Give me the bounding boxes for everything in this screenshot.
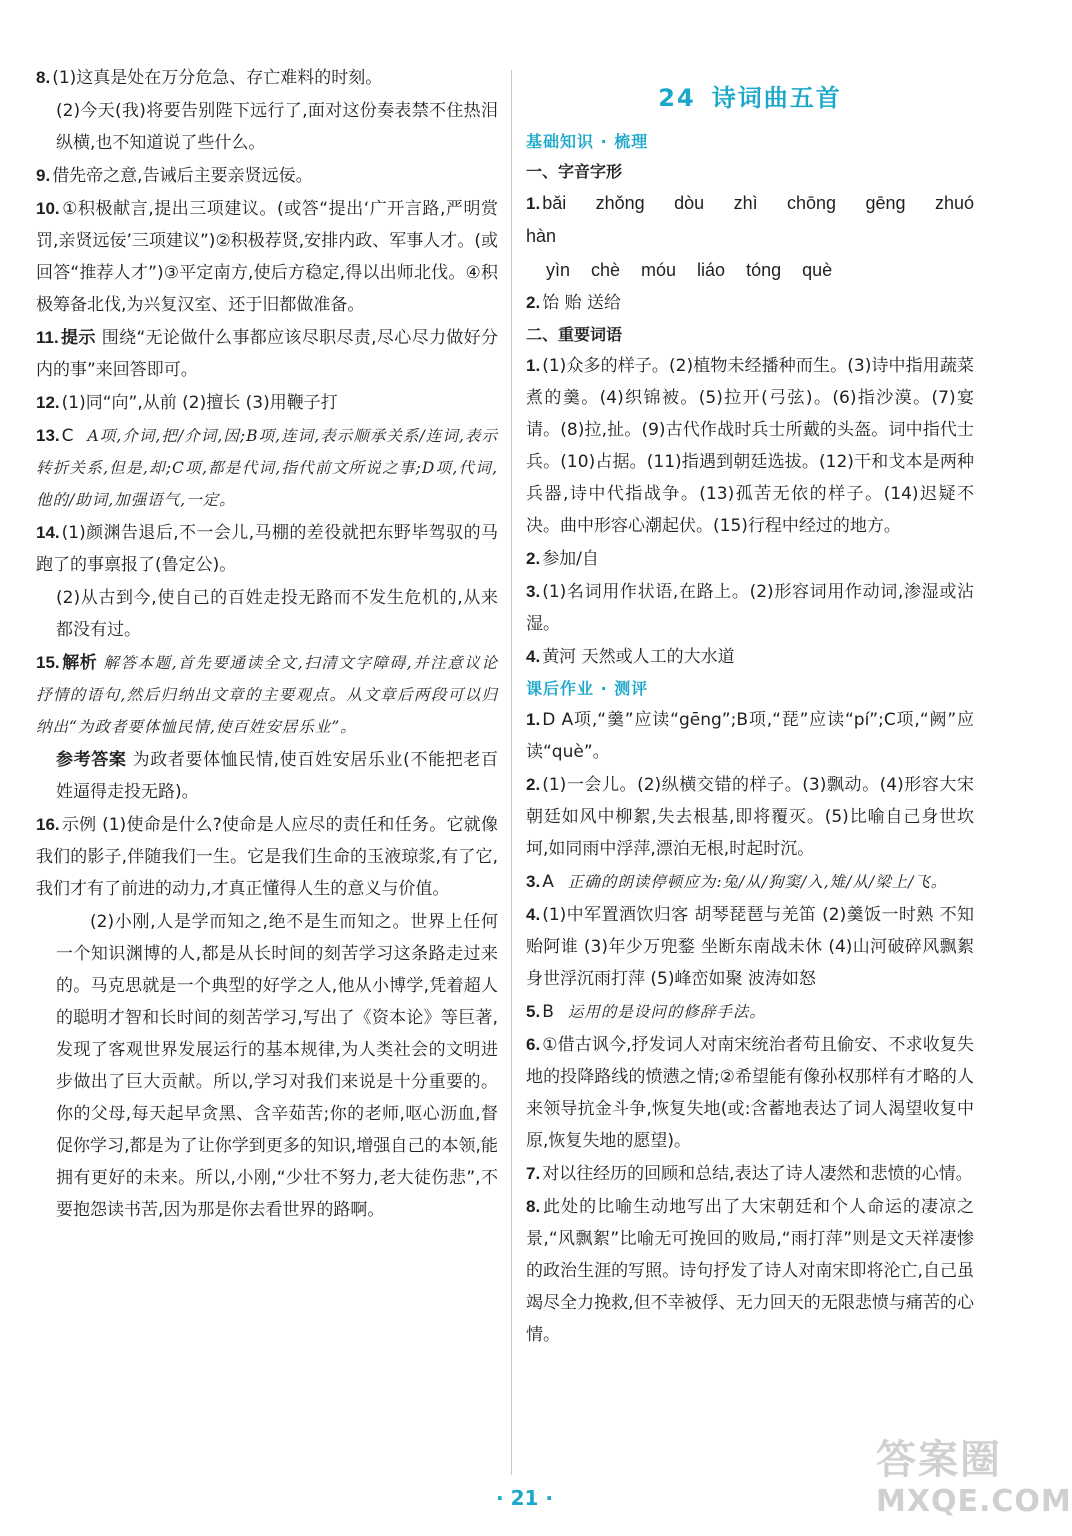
- answer-8: 8. (1)这真是处在万分危急、存亡难料的时刻。: [36, 68, 383, 88]
- characters-answer: 2. 饴 贻 送给: [526, 293, 621, 313]
- homework-answer-3: 3. A 正确的朗读停顿应为:兔/从/狗窦/入,雉/从/梁上/飞。: [526, 872, 948, 892]
- answer-12: 12. (1)同“向”,从前 (2)擅长 (3)用鞭子打: [36, 393, 338, 413]
- answer-10: 10. ①积极献言,提出三项建议。(或答“提出‘广开言路,严明赏罚,亲贤远佞’三项建议”)②积极荐贤,安排内政、军事人才。(或回答“推荐人才”)③平定南方,使后方稳定,得以出师北伐。④积极筹备北伐,为兴复汉室、还于旧都做准备。: [36, 199, 498, 315]
- homework-answer-2: 2. (1)一会儿。(2)纵横交错的样子。(3)飘动。(4)形容大宋朝廷如风中柳絮,失去根基,即将覆灭。(5)比喻自己身世坎坷,如同雨中浮萍,漂泊无根,时起时沉。: [526, 775, 974, 859]
- left-column: [36, 62, 498, 1227]
- page-number: · 21 ·: [496, 1486, 553, 1510]
- right-column: [526, 62, 974, 1352]
- heading-pronunciation: 一、字音字形: [526, 162, 623, 181]
- answer-15: 15. 解析 解答本题,首先要通读全文,扫清文字障碍,并注意议论抒情的语句,然后归纳出文章的主要观点。从文章后两段可以归纳出“为政者要体恤民情,使百姓安居乐业”。: [36, 653, 498, 736]
- heading-vocabulary: 二、重要词语: [526, 325, 623, 344]
- answer-14-2: (2)从古到今,使自己的百姓走投无路而不发生危机的,从来都没有过。: [56, 588, 498, 640]
- vocab-answer-4: 4. 黄河 天然或人工的大水道: [526, 647, 735, 667]
- answer-15-reference: 参考答案 为政者要体恤民情,使百姓安居乐业(不能把老百姓逼得走投无路)。: [56, 750, 498, 802]
- lesson-title: 24 诗词曲五首: [658, 84, 842, 112]
- answer-11: 11. 提示 围绕“无论做什么事都应该尽职尽责,尽心尽力做好分内的事”来回答即可。: [36, 328, 499, 380]
- pinyin-answer: 1. bǎi zhǒng dòu zhì chōng gēng zhuó hàn: [526, 193, 974, 246]
- homework-answer-6: 6. ①借古讽今,抒发词人对南宋统治者苟且偷安、不求收复失地的投降路线的愤懑之情;②希望能有像孙权那样有才略的人来领导抗金斗争,恢复失地(或:含蓄地表达了词人渴望收复中原,恢复失地的愿望)。: [526, 1035, 974, 1151]
- answer-9: 9. 借先帝之意,告诫后主要亲贤远佞。: [36, 166, 313, 186]
- homework-answer-8: 8. 此处的比喻生动地写出了大宋朝廷和个人命运的凄凉之景,“风飘絮”比喻无可挽回的败局,“雨打萍”则是文天祥凄惨的政治生涯的写照。诗句抒发了诗人对南宋即将沦亡,自己虽竭尽全力挽救,但不幸被俘、无力回天的无限悲愤与痛苦的心情。: [526, 1197, 974, 1345]
- vocab-answer-2: 2. 参加/自: [526, 549, 599, 569]
- watermark-logo: 答案圈 MXQE.COM: [876, 1437, 1072, 1519]
- answer-8-2: (2)今天(我)将要告别陛下远行了,面对这份奏表禁不住热泪纵横,也不知道说了些什么。: [56, 101, 498, 153]
- homework-answer-4: 4. (1)中军置酒饮归客 胡琴琵琶与羌笛 (2)羹饭一时熟 不知贻阿谁 (3)年少万兜鍪 坐断东南战未休 (4)山河破碎风飘絮 身世浮沉雨打萍 (5)峰峦如聚 波涛如怒: [526, 905, 974, 989]
- answer-16-2: (2)小刚,人是学而知之,绝不是生而知之。世界上任何一个知识渊博的人,都是从长时间的刻苦学习这条路走过来的。马克思就是一个典型的好学之人,他从小博学,凭着超人的聪明才智和长时间的刻苦学习,写出了《资本论》等巨著,发现了客观世界发展运行的基本规律,为人类社会的文明进步做出了巨大贡献。所以,学习对我们来说是十分重要的。你的父母,每天起早贪黑、含辛茹苦;你的老师,呕心沥血,督促你学习,都是为了让你学到更多的知识,增强自己的本领,能拥有更好的未来。所以,小刚,“少壮不努力,老大徒伤悲”,不要抱怨读书苦,因为那是你去看世界的路啊。: [56, 912, 498, 1220]
- homework-answer-1: 1. D A项,“羹”应读“gēng”;B项,“琵”应读“pí”;C项,“阙”应读“què”。: [526, 710, 974, 762]
- column-divider: [511, 70, 512, 1475]
- answer-13: 13. C A项,介词,把/介词,因;B项,连词,表示顺承关系/连词,表示转折关系,但是,却;C项,都是代词,指代前文所说之事;D项,代词,他的/助词,加强语气,一定。: [36, 426, 498, 509]
- answer-16: 16. 示例 (1)使命是什么?使命是人应尽的责任和任务。它就像我们的影子,伴随我们一生。它是我们生命的玉液琼浆,有了它,我们才有了前进的动力,才真正懂得人生的意义与价值。: [36, 815, 498, 899]
- vocab-answer-1: 1. (1)众多的样子。(2)植物未经播种而生。(3)诗中指用蔬菜煮的羹。(4)织锦被。(5)拉开(弓弦)。(6)指沙漠。(7)宴请。(8)拉,扯。(9)古代作战时兵士所戴的头盔。词中指代士兵。(10)占据。(11)指遇到朝廷选拔。(12)干和戈本是两种兵器,诗中代指战争。(13)孤苦无依的样子。(14)迟疑不决。曲中形容心潮起伏。(15)行程中经过的地方。: [526, 356, 974, 536]
- vocab-answer-3: 3. (1)名词用作状语,在路上。(2)形容词用作动词,渗湿或沾湿。: [526, 582, 974, 634]
- homework-answer-5: 5. B 运用的是设问的修辞手法。: [526, 1002, 766, 1022]
- section-homework: 课后作业 · 测评: [526, 679, 649, 698]
- homework-answer-7: 7. 对以往经历的回顾和总结,表达了诗人凄然和悲愤的心情。: [526, 1164, 973, 1184]
- answer-14: 14. (1)颜渊告退后,不一会儿,马棚的差役就把东野毕驾驭的马跑了的事禀报了(鲁定公)。: [36, 523, 498, 575]
- pinyin-answer-line2: yìn chè móu liáo tóng què: [546, 260, 833, 280]
- section-basic-knowledge: 基础知识 · 梳理: [526, 132, 649, 151]
